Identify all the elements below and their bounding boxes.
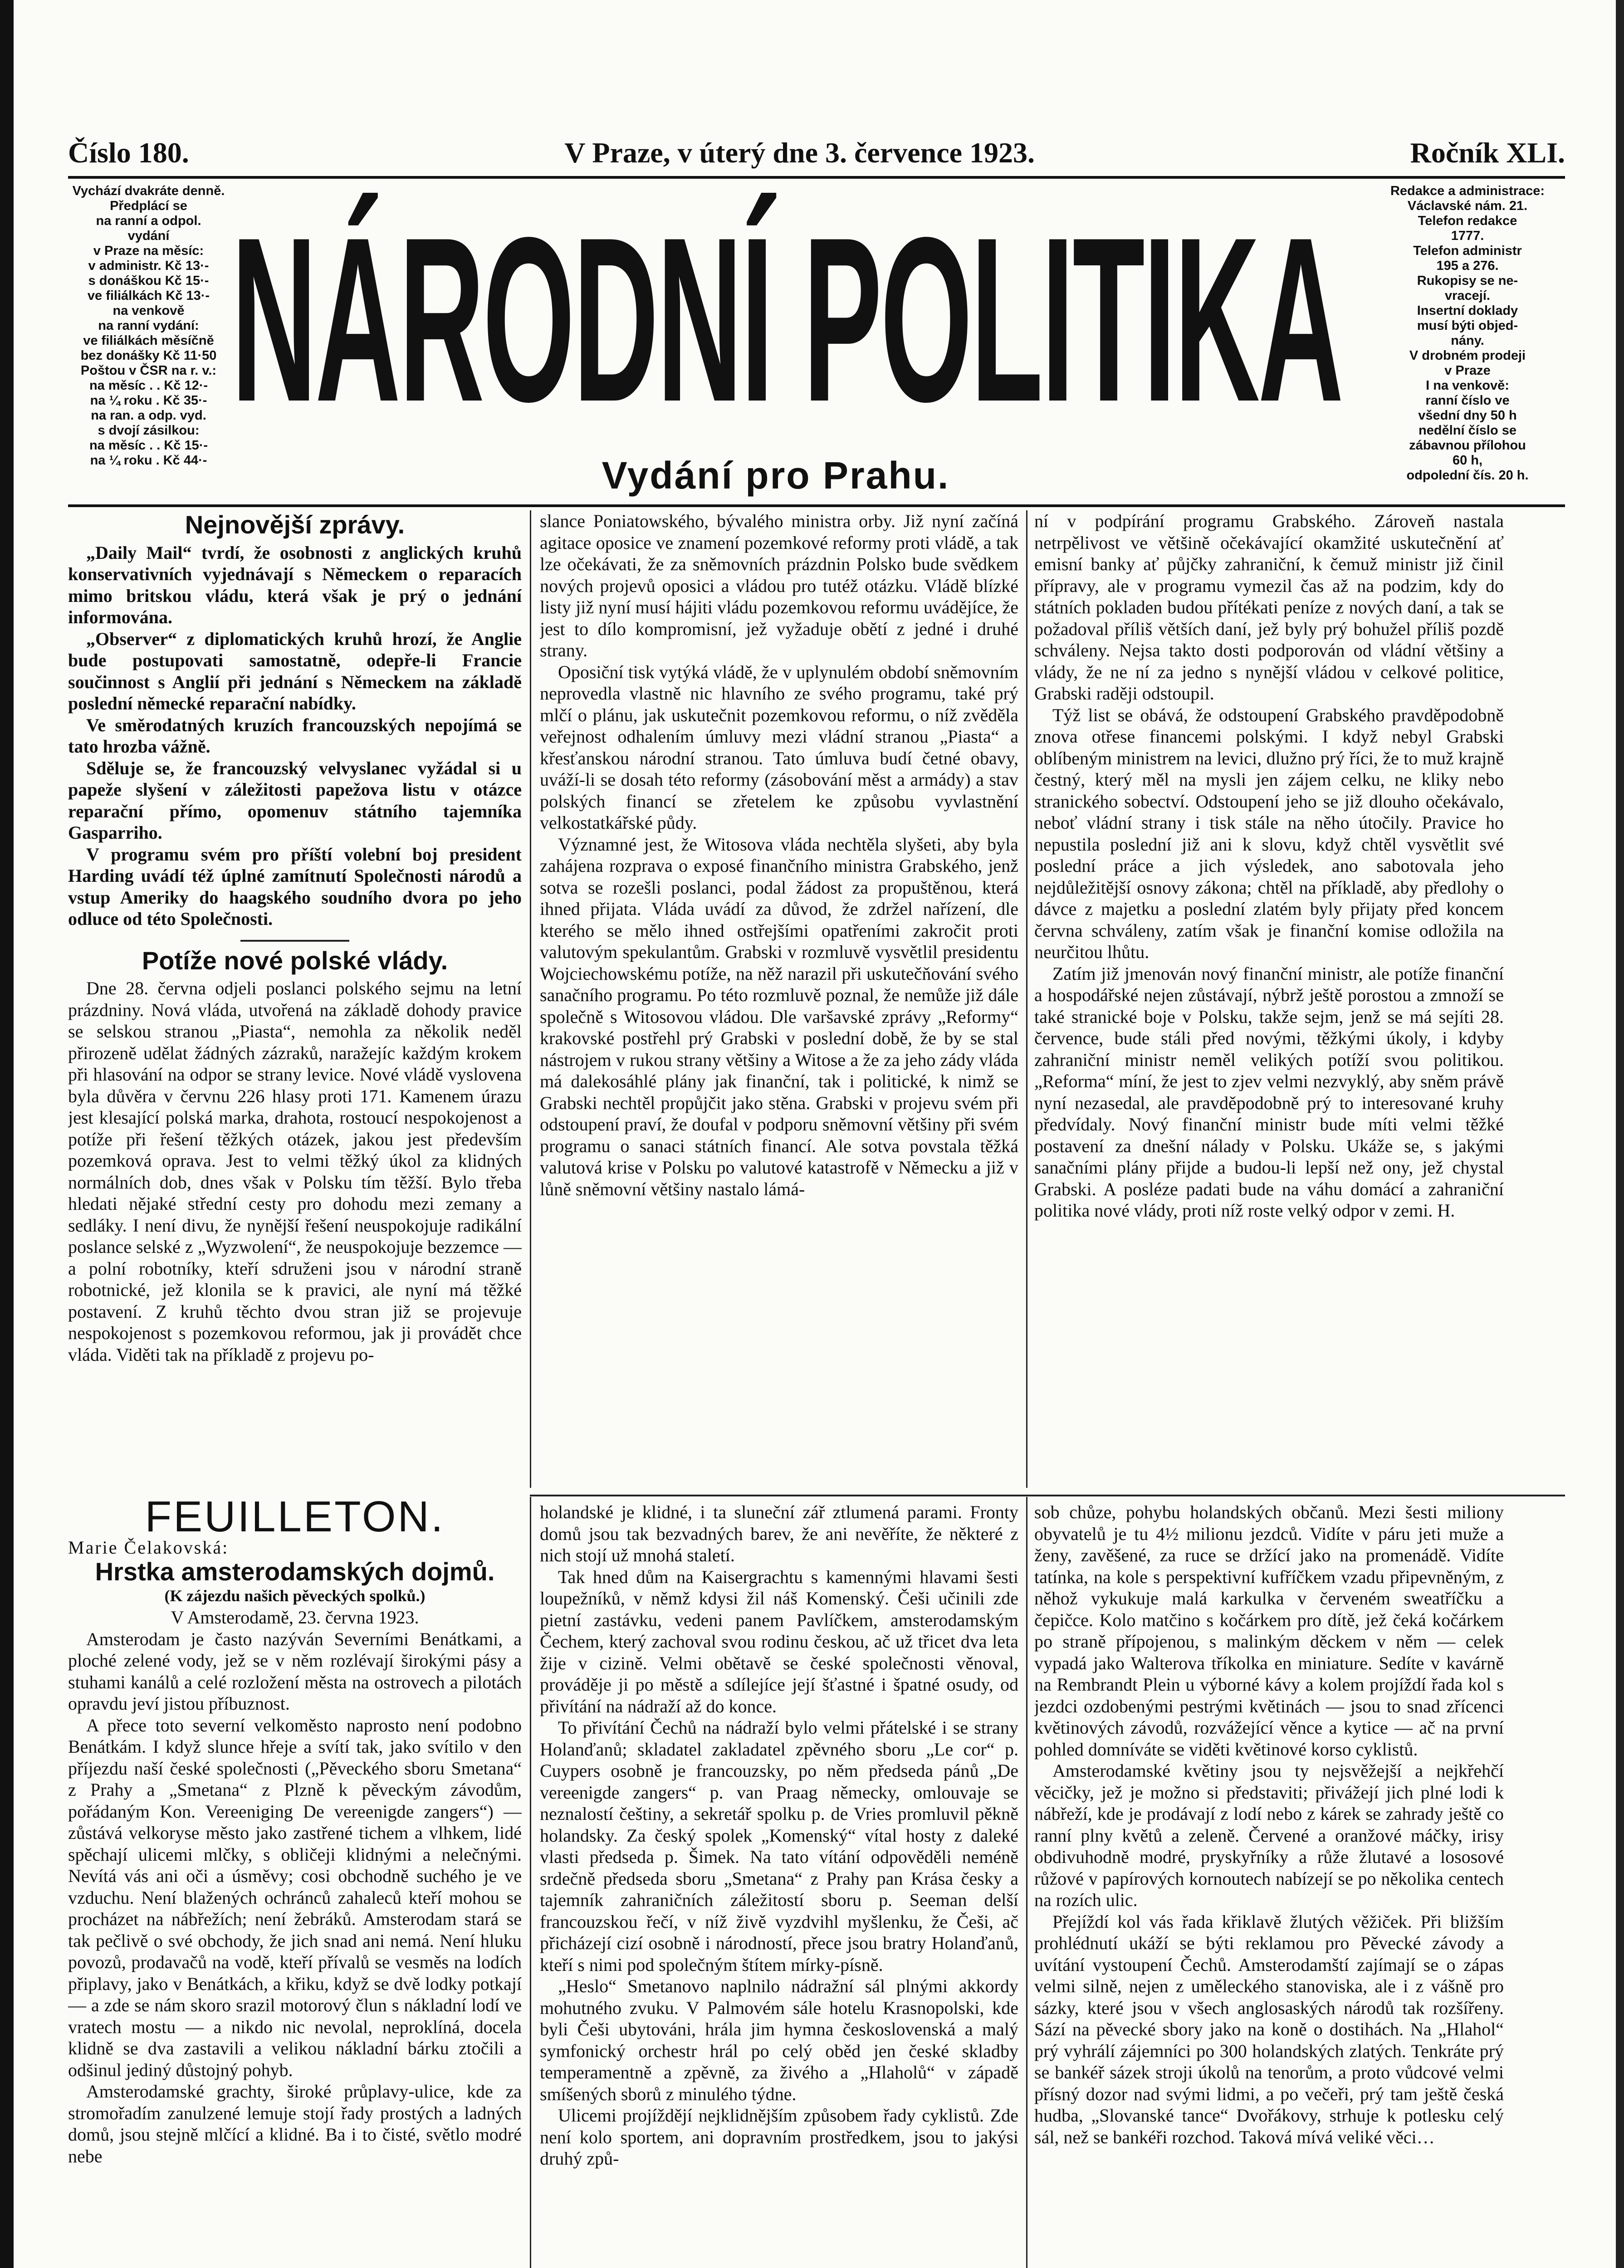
news-item: V programu svém pro příští volební boj president Harding uvádí též úplné zamítnutí Společnosti národů a vstup Ameriky do haagského soudního dvora po jeho odluce od této Společnosti.: [68, 844, 522, 929]
column-3: [1034, 510, 1504, 1488]
subscription-line: na ¼ roku . Kč 44·-: [90, 453, 207, 468]
contact-line: v Praze: [1444, 363, 1491, 378]
feuilleton-paragraph: Amsterodamské grachty, široké průplavy-ulice, kde za stromořadím zanulzené lemuje stojí řady prostých a ladných domů, jsou stejně mlčící a klidné. Ba i to čisté, světlo modré nebe: [68, 2081, 522, 2166]
contact-line: ranní číslo ve: [1425, 393, 1510, 408]
subscription-line: na měsíc . . Kč 12·-: [89, 378, 208, 393]
divider: [240, 940, 349, 942]
feuilleton-column-1: [68, 1497, 522, 2268]
subscription-line: Předplácí se: [110, 199, 187, 213]
column-rule: [1026, 510, 1027, 1488]
contact-line: Telefon administr: [1413, 244, 1522, 258]
feuilleton-text-3: [1034, 1501, 1504, 2148]
feuilleton-paragraph: sob chůze, pohybu holandských občanů. Mezi šesti miliony obyvatelů je tu 4½ milionu jezdců. Vidíte v páru jeti muže a ženy, zavěšené, za ruce se držící jako na promenádě. Vidíte tatínka, na kole s perspektivní kufříčkem vzadu připevněným, z něhož vykukuje malá karkulka v červeném sweatříčku a čepičce. Kolo matčino s kočárkem pro dítě, jež čeká kočárkem po straně přípojenou, s malinkým děckem v něm — celek vypadá jako Walterova tříkolka en miniature. Sedíte v kavárně na Rembrandt Plein u výborné kávy a kolem projíždí řada kol s jezdci ozdobenými pestrými květinách — jsou to snad zřícenci květinových závodů, rozvážející věnce a kytice — ač na první pohled domníváte se viděti květinové korso cyklistů.: [1034, 1502, 1504, 1760]
subscription-line: ve filiálkách Kč 13·-: [87, 288, 210, 303]
contact-line: Redakce a administrace:: [1390, 184, 1545, 198]
contact-line: zábavnou přílohou: [1409, 438, 1526, 453]
col2-paragraph-1: slance Poniatowského, bývalého ministra orby. Již nyní začíná agitace oposice ve znamení pozemkové reformy proti vládě, a tak lze očekávati, že za sněmovních prázdnin Polsko bude svědkem nových projevů oposici a vládou pro tutéž otázku. Vládě blízké listy již nyní musí hájiti vládu pozemkovou reformu uvádějíce, že jest to dílo kompromisní, jež vyžaduje obětí z jedné i druhé strany.: [540, 511, 1018, 660]
scan-edge-right: [1616, 0, 1624, 2268]
masthead-rule-top: [68, 176, 1565, 179]
contact-line: nány.: [1451, 333, 1484, 348]
subscription-line: v Praze na měsíc:: [93, 244, 204, 258]
subscription-line: Vychází dvakráte denně.: [72, 184, 225, 198]
column-rule: [530, 510, 531, 1488]
contact-line: musí býti objed-: [1417, 318, 1518, 333]
subscription-line: vydání: [127, 229, 170, 243]
feuilleton-text-1: [68, 1628, 522, 2167]
title-text: NÁRODNÍ POLITIKA: [231, 188, 1342, 451]
contact-line: všední dny 50 h: [1418, 408, 1517, 423]
subscription-line: bez donášky Kč 11·50: [80, 348, 217, 363]
news-item: „Daily Mail“ tvrdí, že osobnosti z anglických kruhů konservativních vyjednávají s Německem o reparacích mimo britskou vládu, která však je prý o jednání informována.: [68, 542, 522, 627]
subscription-line: v administr. Kč 13·-: [88, 259, 209, 273]
contact-line: vracejí.: [1445, 288, 1490, 303]
contact-line: I na venkově:: [1426, 378, 1509, 393]
feuilleton-paragraph: Amsterodam je často nazýván Severními Benátkami, a ploché zelené vody, jež se v něm rozlévají širokými pásy a stuhami kanálů a celé rozložení města na ostrovech a pilotách opravdu jeví jistou příbuznost.: [68, 1628, 522, 1714]
contact-line: 1777.: [1451, 229, 1484, 243]
feuilleton-column-2: [540, 1501, 1018, 2268]
col2-paragraph-3: Významné jest, že Witosova vláda nechtěla slyšeti, aby byla zahájena rozprava o exposé finančního ministra Grabského, jenž sotva se rozešli poslanci, podal žádost za propuštěnou, která ihned přijata. Vláda uvádí za důvod, že zdržel nařízení, dle kterého se mělo ihned ostřejšími opatřeními zakročit proti valutovým spekulantům. Grabski v rozmluvě vysvětlil presidentu Wojciechowskému potíže, na něž narazil při uskutečňování svého sanačního programu. Po této rozmluvě poznal, že nemůže již dále společně s Witosovou vládou. Dle varšavské zprávy „Reformy“ krakovské postřehl prý Grabski v poslední době, že by se stal nástrojem v rukou strany většiny a Witose a že za jeho zády vláda má dalekosáhlé plány jak finanční, tak i politické, k nimž se Grabski nechtěl propůjčit jako stěna. Grabski v projevu svém při odstoupení praví, že doufal v podporu sněmovní většiny při svém programu o sanaci státních financí. Ale sotva povstala těžká valutová krise v Polsku po valutové katastrofě v Německu a již v lůně sněmovní většiny nastalo lámá-: [540, 834, 1018, 1199]
column-rule: [1026, 1497, 1027, 2268]
feuilleton-place: V Amsterodamě, 23. června 1923.: [171, 1607, 419, 1628]
issue-number: Číslo 180.: [68, 137, 189, 169]
contact-line: Insertní doklady: [1417, 303, 1518, 318]
column-2: [540, 510, 1018, 1488]
subscription-line: na venkově: [113, 303, 185, 318]
volume: Ročník XLI.: [1410, 137, 1565, 169]
subscription-line: na měsíc . . Kč 15·-: [89, 438, 208, 453]
col3-paragraph-2: Týž list se obává, že odstoupení Grabského pravděpodobně znova otřese financemi polskými. I když nebyl Grabski oblíbeným ministrem na levici, dlužno prý říci, že to muž krajně čestný, který měl na mysli jen zájem celku, ne kliky nebo stranického sobectví. Odstoupení jeho se již dlouho očekávalo, neboť vládní strany i tisk stále na něho útočily. Pravice ho nepustila poslední již ani k slovu, když chtěl vysvětlit své poslední práce a jich výsledek, ano sabotovala jeho nejdůležitější osnovy zákona; chtěl na příkladě, aby předlohy o dávce z majetku a poslední zlatém byly přijaty před koncem června schváleny, zatím však je finanční komise odložila na neurčitou lhůtu.: [1034, 704, 1504, 962]
contact-line: 60 h,: [1452, 453, 1483, 468]
feuilleton-heading: Hrstka amsterodamských dojmů.: [95, 1557, 495, 1586]
scan-edge-left: [0, 0, 14, 2268]
poland-heading: Potíže nové polské vlády.: [142, 946, 448, 975]
contact-line: Václavské nám. 21.: [1407, 199, 1528, 213]
contact-line: V drobném prodeji: [1409, 348, 1526, 363]
feuilleton-rule: [530, 1495, 1565, 1496]
contact-line: 195 a 276.: [1436, 259, 1499, 273]
subscription-line: s donáškou Kč 15·-: [88, 274, 209, 288]
feuilleton-column-3: [1034, 1501, 1504, 2268]
subscription-line: na ¼ roku . Kč 35·-: [90, 393, 207, 408]
contact-line: odpolední čís. 20 h.: [1406, 468, 1529, 483]
subscription-line: na ran. a odp. vyd.: [91, 408, 206, 423]
news-item: Sděluje se, že francouzský velvyslanec vyžádal si u papeže slyšení v záležitosti papežova listu v otázce reparační přímo, opomenuv státního tajemníka Gasparriho.: [68, 758, 522, 843]
subscription-line: na ranní a odpol.: [96, 214, 201, 228]
masthead-rule-bottom: [68, 504, 1565, 507]
news-heading: Nejnovější zprávy.: [185, 510, 405, 539]
news-items: [68, 542, 522, 930]
feuilleton-paragraph: Přejíždí kol vás řada křiklavě žlutých věžiček. Při bližším prohlédnutí ukáží se býti reklamou pro Pěvecké závody a uvítání vystoupení Čechů. Amsterodamští zajímají se o zápas velmi silně, nejen z uměleckého stanoviska, ale i z vášně pro sázky, které jsou v všech anglosaských národů tak rozšířeny. Sází na pěvecké sbory jako na koně o dostihách. Na „Hlahol“ prý vyhrálí zájemníci po 300 holandských zlatých. Tenkráte prý se bankéř sázek stroji úkolů na tenorům, a proto vůdcové velmi přísný dozor nad svými lidmi, a po večeři, prý tam ještě česká hudba, „Slovanské tance“ Dvořákovy, strhuje k potlesku celý sál, než se bankéři rozchod. Taková mívá veliké věci…: [1034, 1911, 1504, 2147]
masthead-topline: [68, 136, 1565, 172]
subscription-line: s dvojí zásilkou:: [98, 423, 200, 438]
subscription-line: ve filiálkách měsíčně: [83, 333, 214, 348]
news-item: „Observer“ z diplomatických kruhů hrozí, že Anglie bude postupovati samostatně, odepře-li Francie součinnost s Anglií při jednání s Německem na základě poslední německé reparační nabídky.: [68, 628, 522, 714]
poland-text: Dne 28. června odjeli poslanci polského sejmu na letní prázdniny. Nová vláda, utvořená na základě dohody pravice se selskou stranou „Piasta“, nemohla za několik neděl přirozeně udělat žádných zázraků, naražejíc každým krokem při hlasování na odpor se strany levice. Nové vládě vyslovena byla důvěra v červnu 226 hlasy proti 171. Kamenem úrazu jest klesající polská marka, drahota, rostoucí nespokojenost a potíže při řešení těžkých otázek, jakou jest především pozemková oprava. Jest to velmi těžký úkol za klidných normálních dob, dnes však v Polsku tím těžší. Bylo třeba hledati nějaké střední cesty pro dohodu mezi zemany a sedláky. I není divu, že nynější řešení neuspokojuje radikální poslance selské z „Wyzwolení“, že neuspokojuje bezzemce — a polní robotníky, kteří sdruženi jsou v národní straně robotnické, jež klonila se k pravici, ale nyní má těžké postavení. Z kruhů těchto dvou stran již se projevuje nespokojenost s pozemkovou reformou, jak ji provádět chce vláda. Viděti tak na příkladě z projevu po-: [68, 978, 522, 1365]
column-1: [68, 510, 522, 1488]
news-item: Ve směrodatných kruzích francouzských nepojímá se tato hrozba vážně.: [68, 714, 522, 757]
subscription-box: [68, 184, 229, 468]
col3-paragraph-3: Zatím již jmenován nový finanční ministr, ale potíže finanční a hospodářské nejen zůstávají, nýbrž ještě porostou a zmnoží se také stranické boje v Polsku, takže sejm, jenž se má sejíti 28. července, bude stáli před novými, těžkými úkoly, i kdyby zahraniční ministr neměl velikých potíží svou politikou. „Reforma“ míní, že jest to zjev velmi nezvyklý, aby sněm právě nyní nezasedal, ale pravděpodobně prý to interesované kruhy předvídaly. Nový finanční ministr bude míti velmi těžké postavení za dnešní nálady v Polsku. Ukáže se, s jakými sanačními plány přijde a budou-li lepší než ony, jež chystal Grabski. A posléze padati bude na váhu domácí a zahraniční politika nové vlády, proti níž roste velký odpor v zemi. H.: [1034, 963, 1504, 1221]
feuilleton-paragraph: A přece toto severní velkoměsto naprosto není podobno Benátkám. I když slunce hřeje a svítí tak, jako svítilo v den příjezdu naší české společnosti („Pěveckého sboru Smetana“ z Prahy a „Smetana“ z Plzně k pěveckým závodům, pořádaným Kon. Vereeniging De vereenigde zangers“) — zůstává velkoryse město jako zastřené tichem a vlhkem, lidé spěchají ulicemi mlčky, s obličeji klidnými a nelečnými. Nevítá vás ani oči a úsměvy; cosi obchodně suchého je ve vzduchu. Není blažených ochránců zahaleců kteří mohou se procházet na nábřežích; není žebráků. Amsterodam stará se tak pečlivě o své obchody, že jich snad ani nemá. Není hluku povozů, prodavačů na vodě, kteří přívalů se vesměs na lodích připlavy, jako v Benátkách, a křiku, když se dvě lodky potkají — a zde se nám skoro srazil motorový člun s nákladní lodí ve vratech mostu — a nikdo nic nevolal, neproklíná, docela klidně se dva zastavili a velikou nákladní bárku ztočili a odšinul jediný důstojný pohyb.: [68, 1715, 522, 2080]
column-rule: [530, 1497, 531, 2268]
subscription-line: na ranní vydání:: [98, 318, 199, 333]
feuilleton-paragraph: Amsterodamské květiny jsou ty nejsvěžejší a nejkřehčí věcičky, jež je možno si představiti; přivážejí jich plné lodi k nábřeží, kde je prodávají z lodí nebo z kárek se zahrady ještě co ranní plny květů a zeleně. Červené a oranžové máčky, irisy obdivuhodně modré, pryskyřníky a růže žlutavé a lososové růžové v papírových kornoutech nabízejí se po několika centech na rozích ulic.: [1034, 1760, 1504, 1910]
feuilleton-label: FEUILLETON.: [145, 1497, 445, 1541]
contact-line: nedělní číslo se: [1419, 423, 1516, 438]
feuilleton-author: Marie Čelakovská:: [68, 1537, 229, 1558]
subscription-line: Poštou v ČSR na r. v.:: [80, 363, 217, 378]
feuilleton-paragraph: To přivítání Čechů na nádraží bylo velmi přátelské i se strany Holanďanů; skladatel zakladatel zpěvného sboru „Le cor“ p. Cuypers osobně je francouzsky, po něm předseda pánů „De vereenigde zangers“ p. van Praag německy, omlouvaje se neznalostí češtiny, a sekretář spolku p. de Vries promluvil pěkně holandsky. Za český spolek „Komenský“ vítal hosty z daleké vlasti předseda p. Šimek. Na tato vítání odpověděli neméně srdečně předseda sboru „Smetana“ z Prahy pan Krása česky a tajemník zahraničních záležitostí sboru p. Seeman delší francouzskou řečí, v níž živě vyzdvihl myšlenku, že Češi, ač přicházejí cizí osobně i národností, přece jsou bratry Holanďanů, kteří s nimi pod společným štítem mírky-písně.: [540, 1717, 1018, 1975]
feuilleton-subheading: (K zájezdu našich pěveckých spolků.): [164, 1586, 426, 1605]
col2-paragraph-2: Oposiční tisk vytýká vládě, že v uplynulém období sněmovním neprovedla vlastně nic hlavního ze svého programu, také prý mlčí o plánu, jak uskutečnit pozemkovou reformu, o níž zvěděla veřejnost odhalením úmluvy mezi vládní stranou „Piasta“ a křesťanskou národní stranou. Tato úmluva budí četné obavy, uváží-li se dosah této reformy (zásobování měst a armády) a stav polských financí se zřetelem ke způsobu vyvlastnění velkostatkářské půdy.: [540, 661, 1018, 833]
dateline: V Praze, v úterý dne 3. července 1923.: [564, 137, 1035, 169]
contact-line: Telefon redakce: [1418, 214, 1517, 228]
contact-box: [1375, 184, 1560, 483]
feuilleton-text-2: [540, 1501, 1018, 2170]
contact-line: Rukopisy se ne-: [1417, 274, 1518, 288]
feuilleton-paragraph: Ulicemi projíždějí nejklidnějším způsobem řady cyklistů. Zde není kolo sportem, ani dopravním prostředkem, jsou to jakýsi druhý způ-: [540, 2105, 1018, 2169]
col3-paragraph-1: ní v podpírání programu Grabského. Zároveň nastala netrpělivost ve většině očekávající okamžité uskutečnění ať emisní banky ať půjčky zahraniční, k čemuž ministr již činil přípravy, ale v programu vymezil čas až na podzim, kdy do státních pokladen budou přítékati peníze z nových daní, a tak se požadoval příliš větších daní, jež byly prý bohužel příliš pozdě schváleny. Nejsa takto dosti podporován od vládní většiny a vlády, že ne ní za jedno s nynější vládou v celkové politice, Grabski raději odstoupil.: [1034, 511, 1504, 704]
newspaper-title: [231, 185, 1375, 457]
feuilleton-paragraph: holandské je klidné, i ta sluneční zář ztlumená parami. Fronty domů jsou tak bezvadných barev, že ani nevěříte, že některé z nich stojí už mnohá staletí.: [540, 1502, 1018, 1565]
feuilleton-paragraph: Tak hned dům na Kaisergrachtu s kamennými hlavami šesti loupežníků, v němž kdysi žil náš Komenský. Češi učinili zde pietní zastávku, vedeni panem Pavlíčkem, amsterodamským Čechem, který zachoval svou rodinu českou, ač už třicet dva leta žije v cizině. Velmi obětavě se české společnosti věnoval, prováděje ji po městě a sdílejíce její šťastné i špatné osudy, od přivítání na nádraží až do konce.: [540, 1566, 1018, 1716]
edition-label: Vydání pro Prahu.: [602, 454, 950, 497]
feuilleton-paragraph: „Heslo“ Smetanovo naplnilo nádražní sál plnými akkordy mohutného zvuku. V Palmovém sále hotelu Krasnopolski, kde byli Češi ubytováni, hrála jim hymna československá a malý symfonický orchestr hrál po celý oběd jen české skladby temperamentně a zpěvně, za živého a „Hlaholů“ v západě smíšených sborů z minulého týdne.: [540, 1976, 1018, 2104]
